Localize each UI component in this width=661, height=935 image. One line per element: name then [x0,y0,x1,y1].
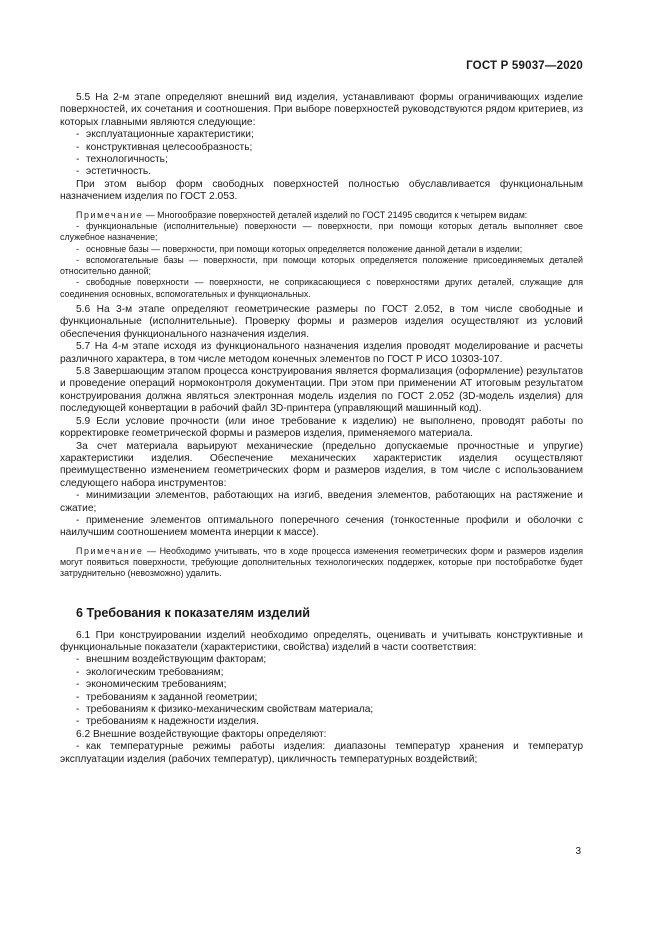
list-item: - минимизации элементов, работающих на изгиб, введения элементов, работающих на растяжение и сжатие; [60,490,583,514]
list-item: - применение элементов оптимального поперечного сечения (тонкостенные профили и оболочки с наилучшим соотношением момента инерции к массе). [60,514,583,539]
list-item: - требованиям к физико-механическим свойствам материала; [76,704,374,716]
list-item: - эксплуатационные характеристики; [76,129,254,141]
clause-6-1: 6.1 При конструировании изделий необходимо определять, оценивать и учитывать конструктивные и функциональные показатели (характеристики, свойства) изделий в части соответствия: [60,629,583,654]
note-label: Примечание [76,209,144,220]
note-support: Примечание — Необходимо учитывать, что в ходе процесса изменения геометрических форм и размеров изделия могут появиться поверхности, требующие дополнительных технологических поддержек, которые при постобработке будет затруднительно (невозможно) удалить. [60,545,583,579]
clause-5-6: 5.6 На 3-м этапе определяют геометрические размеры по ГОСТ 2.052, в том числе свободные и функциональные (исполнительные). Проверку формы и размеров изделия осуществляют из условий обеспечения функционального назначения изделия. [60,304,583,340]
clause-5-8: 5.8 Завершающим этапом процесса конструирования является формализация (оформление) результатов и проведение операций нормоконтроля документации. При этом при применении АТ итоговым результатом конструирования должна являться электронная модель изделия по ГОСТ 2.052 (3D-модель изделия) для последующей конвертации в рабочий файл 3D-принтера (управляющий машинный код). [60,366,583,415]
list-item: - внешним воздействующим факторам; [76,654,267,666]
document-body [60,92,583,766]
note-surfaces: Примечание — Многообразие поверхностей деталей изделий по ГОСТ 21495 сводится к четырем видам: - функциональные (исполнительные) поверхности — поверхности, при помощи которых деталь выполняет свое служебное назначение; - основные базы — поверхности, при помощи которых определяется положение данной детали в изделии; - вспомогательные базы — поверхности, при помощи которых определяется положение присоединяемых деталей относительно данной; - свободные поверхности — поверхности, не соприкасающиеся с поверхностями других деталей, служащие для соединения основных, вспомогательных и функциональных. [60,209,583,299]
page-number: 3 [575,846,581,857]
list-item: - как температурные режимы работы изделия: диапазоны температур хранения и температур эксплуатации изделия (рабочих температур), цикличность температурных воздействий; [60,741,583,765]
list-item: - эстетичность. [76,166,152,178]
note-label: Примечание [76,545,144,556]
material-paragraph: За счет материала варьируют механические (предельно допускаемые прочностные и упругие) характеристики изделия. Обеспечение механических характеристик изделия осуществляют преимущественно изменением геометрических форм и размеров изделия, в том числе с использованием следующего набора инструментов: [60,440,583,489]
clause-6-2: 6.2 Внешние воздействующие факторы определяют: [76,728,327,740]
list-item: - конструктивная целесообразность; [76,141,253,153]
section-6-title: 6 Требования к показателям изделий [76,605,310,620]
list-item: - требованиям к заданной геометрии; [76,691,258,703]
clause-5-5: 5.5 На 2-м этапе определяют внешний вид изделия, устанавливают формы ограничивающих изделие поверхностей, их сочетания и соотношения. При выборе поверхностей руководствуются рядом критериев, из которых главными являются следующие: [60,92,583,128]
standard-number: ГОСТ Р 59037—2020 [466,60,583,72]
clause-5-7: 5.7 На 4-м этапе исходя из функционального назначения изделия проводят моделирование и расчеты различного характера, в том числе методом конечных элементов по ГОСТ Р ИСО 10303-107. [60,341,583,365]
note-list-item: - функциональные (исполнительные) поверхности — поверхности, при помощи которых деталь выполняет свое служебное назначение; [60,220,583,243]
list-item: - технологичность; [76,154,168,166]
clause-5-5-conclusion: При этом выбор форм свободных поверхностей полностью обуславливается функциональным назначением изделия по ГОСТ 2.053. [60,178,583,203]
note-list-item: - вспомогательные базы — поверхности, при помощи которых определяется положение присоединяемых деталей относительно данной; [60,254,583,277]
clause-5-9: 5.9 Если условие прочности (или иное требование к изделию) не выполнено, проводят работы по корректировке геометрической формы и размеров изделия, применяемого материала. [60,415,583,440]
list-item: - экологическим требованиям; [76,666,224,678]
list-item: - требованиям к надежности изделия. [76,716,259,728]
note-list-item: - основные базы — поверхности, при помощи которых определяется положение данной детали в изделии; [76,243,523,254]
note-list-item: - свободные поверхности — поверхности, не соприкасающиеся с поверхностями других деталей, служащие для соединения основных, вспомогательных и функциональных. [60,277,583,299]
list-item: - экономическим требованиям; [76,679,227,691]
